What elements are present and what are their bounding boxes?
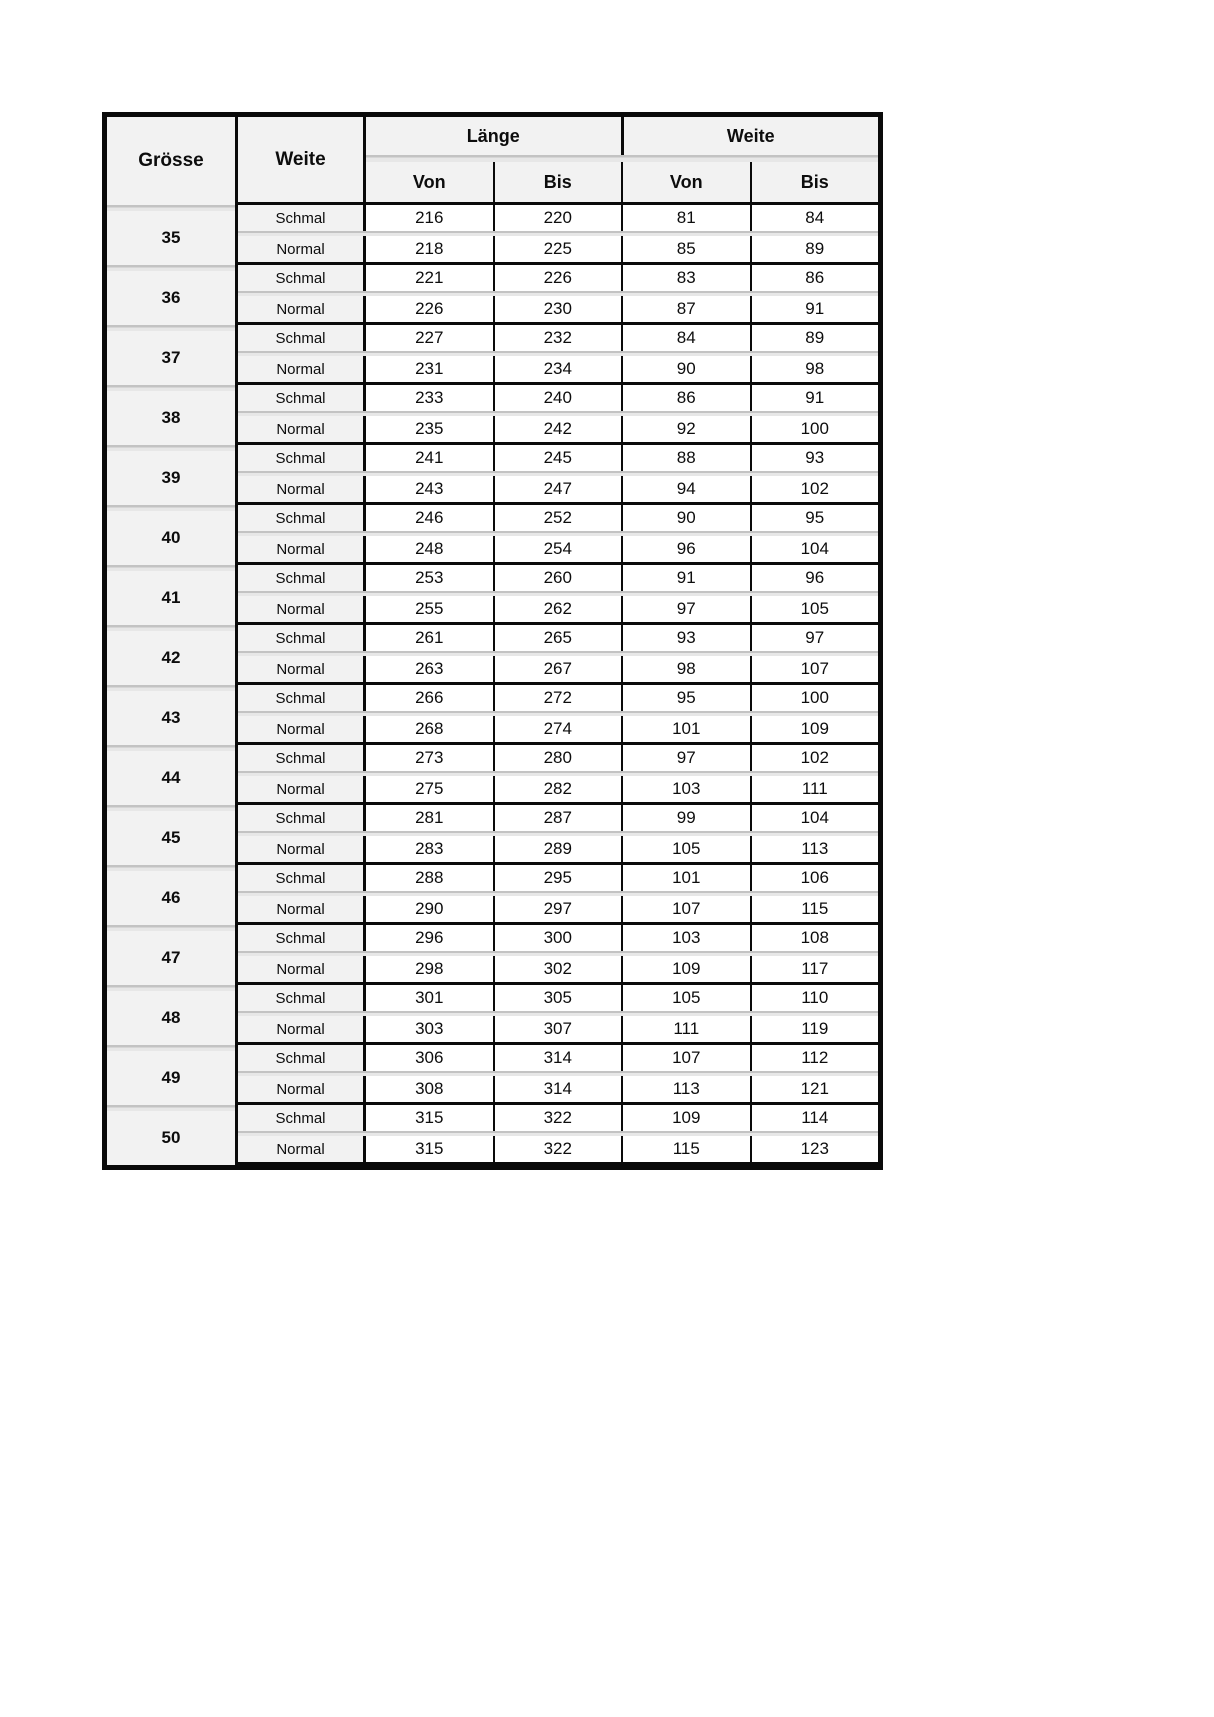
laenge-bis-cell: 280	[495, 745, 624, 771]
weite-von-cell: 98	[623, 656, 752, 682]
table-row	[238, 956, 878, 982]
laenge-bis-cell: 297	[495, 896, 624, 922]
size-group	[238, 865, 878, 922]
weite-von-cell: 90	[623, 356, 752, 382]
laenge-von-cell: 248	[366, 536, 495, 562]
laenge-bis-cell: 242	[495, 416, 624, 442]
width-label-cell: Schmal	[238, 1045, 366, 1071]
laenge-von-cell: 231	[366, 356, 495, 382]
size-column	[107, 117, 238, 1165]
table-row	[238, 596, 878, 622]
size-group	[238, 985, 878, 1042]
laenge-bis-cell: 289	[495, 836, 624, 862]
width-label-cell: Schmal	[238, 445, 366, 471]
size-group	[238, 805, 878, 862]
laenge-von-cell: 315	[366, 1136, 495, 1162]
weite-von-cell: 95	[623, 685, 752, 711]
width-label-cell: Normal	[238, 416, 366, 442]
width-label-cell: Normal	[238, 896, 366, 922]
weite-von-cell: 113	[623, 1076, 752, 1102]
laenge-von-cell: 268	[366, 716, 495, 742]
size-group	[238, 205, 878, 262]
laenge-bis-cell: 262	[495, 596, 624, 622]
size-group	[238, 1105, 878, 1162]
weite-von-cell: 93	[623, 625, 752, 651]
table-row	[238, 685, 878, 711]
size-group	[238, 1045, 878, 1102]
laenge-von-cell: 275	[366, 776, 495, 802]
table-row	[238, 416, 878, 442]
weite-bis-cell: 98	[752, 356, 879, 382]
subheader-cell: Bis	[752, 162, 879, 202]
size-group	[238, 325, 878, 382]
laenge-von-cell: 227	[366, 325, 495, 351]
laenge-bis-cell: 314	[495, 1076, 624, 1102]
weite-bis-cell: 121	[752, 1076, 879, 1102]
laenge-bis-cell: 322	[495, 1136, 624, 1162]
width-label-cell: Schmal	[238, 625, 366, 651]
weite-von-cell: 103	[623, 776, 752, 802]
width-label-cell: Normal	[238, 776, 366, 802]
laenge-von-cell: 253	[366, 565, 495, 591]
laenge-bis-cell: 232	[495, 325, 624, 351]
weite-bis-cell: 86	[752, 265, 879, 291]
laenge-von-cell: 216	[366, 205, 495, 231]
weite-bis-cell: 102	[752, 476, 879, 502]
header-separator-band	[366, 155, 878, 162]
header-weite-group: Weite	[624, 117, 879, 155]
laenge-bis-cell: 287	[495, 805, 624, 831]
weite-von-cell: 84	[623, 325, 752, 351]
weite-bis-cell: 106	[752, 865, 879, 891]
weite-bis-cell: 111	[752, 776, 879, 802]
width-label-cell: Schmal	[238, 565, 366, 591]
weite-von-cell: 94	[623, 476, 752, 502]
weite-von-cell: 97	[623, 596, 752, 622]
size-group	[238, 265, 878, 322]
table-right-section	[238, 117, 878, 1165]
laenge-bis-cell: 300	[495, 925, 624, 951]
width-label-cell: Normal	[238, 476, 366, 502]
size-cell: 41	[107, 571, 235, 625]
laenge-von-cell: 283	[366, 836, 495, 862]
table-row	[238, 565, 878, 591]
laenge-von-cell: 235	[366, 416, 495, 442]
width-label-cell: Normal	[238, 1136, 366, 1162]
size-group	[238, 625, 878, 682]
width-label-cell: Schmal	[238, 865, 366, 891]
weite-von-cell: 99	[623, 805, 752, 831]
size-group	[238, 925, 878, 982]
weite-von-cell: 83	[623, 265, 752, 291]
table-row	[238, 236, 878, 262]
laenge-bis-cell: 260	[495, 565, 624, 591]
laenge-von-cell: 315	[366, 1105, 495, 1131]
laenge-bis-cell: 302	[495, 956, 624, 982]
table-row	[238, 1016, 878, 1042]
laenge-von-cell: 306	[366, 1045, 495, 1071]
weite-von-cell: 97	[623, 745, 752, 771]
weite-von-cell: 91	[623, 565, 752, 591]
laenge-bis-cell: 307	[495, 1016, 624, 1042]
header-laenge-group: Länge	[366, 117, 624, 155]
laenge-bis-cell: 240	[495, 385, 624, 411]
size-cell: 43	[107, 691, 235, 745]
laenge-von-cell: 241	[366, 445, 495, 471]
table-row	[238, 745, 878, 771]
size-cell: 37	[107, 331, 235, 385]
table-row	[238, 985, 878, 1011]
weite-bis-cell: 89	[752, 236, 879, 262]
size-cell: 48	[107, 991, 235, 1045]
width-label-cell: Schmal	[238, 505, 366, 531]
laenge-bis-cell: 220	[495, 205, 624, 231]
width-label-cell: Schmal	[238, 985, 366, 1011]
width-label-cell: Schmal	[238, 745, 366, 771]
width-label-cell: Schmal	[238, 925, 366, 951]
weite-von-cell: 90	[623, 505, 752, 531]
shoe-size-table	[102, 112, 883, 1170]
weite-bis-cell: 102	[752, 745, 879, 771]
table-row	[238, 1136, 878, 1162]
width-label-cell: Schmal	[238, 205, 366, 231]
laenge-bis-cell: 245	[495, 445, 624, 471]
laenge-bis-cell: 267	[495, 656, 624, 682]
table-row	[238, 385, 878, 411]
size-group	[238, 565, 878, 622]
size-group	[238, 745, 878, 802]
width-label-cell: Schmal	[238, 385, 366, 411]
width-label-cell: Normal	[238, 236, 366, 262]
width-label-cell: Normal	[238, 296, 366, 322]
weite-von-cell: 85	[623, 236, 752, 262]
weite-bis-cell: 100	[752, 685, 879, 711]
size-cell: 45	[107, 811, 235, 865]
width-label-cell: Normal	[238, 1016, 366, 1042]
table-row	[238, 776, 878, 802]
table-row	[238, 1105, 878, 1131]
table-row	[238, 925, 878, 951]
weite-von-cell: 92	[623, 416, 752, 442]
laenge-von-cell: 218	[366, 236, 495, 262]
weite-bis-cell: 91	[752, 385, 879, 411]
table-body	[238, 205, 878, 1165]
table-row	[238, 296, 878, 322]
laenge-von-cell: 281	[366, 805, 495, 831]
weite-von-cell: 88	[623, 445, 752, 471]
laenge-von-cell: 298	[366, 956, 495, 982]
width-label-cell: Schmal	[238, 1105, 366, 1131]
laenge-von-cell: 246	[366, 505, 495, 531]
size-cell: 39	[107, 451, 235, 505]
weite-von-cell: 109	[623, 1105, 752, 1131]
laenge-von-cell: 288	[366, 865, 495, 891]
width-label-cell: Normal	[238, 716, 366, 742]
header-grosse: Grösse	[107, 117, 235, 205]
size-cell: 40	[107, 511, 235, 565]
laenge-von-cell: 266	[366, 685, 495, 711]
laenge-von-cell: 303	[366, 1016, 495, 1042]
weite-bis-cell: 100	[752, 416, 879, 442]
laenge-von-cell: 255	[366, 596, 495, 622]
weite-von-cell: 107	[623, 1045, 752, 1071]
table-row	[238, 476, 878, 502]
weite-von-cell: 101	[623, 716, 752, 742]
weite-bis-cell: 96	[752, 565, 879, 591]
weite-von-cell: 81	[623, 205, 752, 231]
width-label-cell: Normal	[238, 536, 366, 562]
laenge-von-cell: 233	[366, 385, 495, 411]
weite-von-cell: 101	[623, 865, 752, 891]
size-cell: 38	[107, 391, 235, 445]
table-row	[238, 205, 878, 231]
header-weite: Weite	[238, 117, 366, 202]
weite-von-cell: 86	[623, 385, 752, 411]
laenge-von-cell: 226	[366, 296, 495, 322]
weite-von-cell: 96	[623, 536, 752, 562]
laenge-bis-cell: 234	[495, 356, 624, 382]
weite-bis-cell: 97	[752, 625, 879, 651]
width-label-cell: Schmal	[238, 265, 366, 291]
width-label-cell: Normal	[238, 836, 366, 862]
table-row	[238, 896, 878, 922]
laenge-bis-cell: 314	[495, 1045, 624, 1071]
weite-von-cell: 105	[623, 985, 752, 1011]
laenge-von-cell: 263	[366, 656, 495, 682]
weite-bis-cell: 123	[752, 1136, 879, 1162]
laenge-bis-cell: 247	[495, 476, 624, 502]
laenge-bis-cell: 274	[495, 716, 624, 742]
laenge-bis-cell: 305	[495, 985, 624, 1011]
laenge-von-cell: 290	[366, 896, 495, 922]
subheader-row	[366, 162, 878, 202]
weite-bis-cell: 95	[752, 505, 879, 531]
laenge-bis-cell: 254	[495, 536, 624, 562]
laenge-bis-cell: 225	[495, 236, 624, 262]
laenge-von-cell: 296	[366, 925, 495, 951]
table-row	[238, 716, 878, 742]
laenge-bis-cell: 230	[495, 296, 624, 322]
weite-von-cell: 109	[623, 956, 752, 982]
laenge-von-cell: 261	[366, 625, 495, 651]
width-label-cell: Normal	[238, 596, 366, 622]
size-cell: 36	[107, 271, 235, 325]
laenge-bis-cell: 295	[495, 865, 624, 891]
weite-von-cell: 111	[623, 1016, 752, 1042]
laenge-von-cell: 243	[366, 476, 495, 502]
laenge-von-cell: 301	[366, 985, 495, 1011]
laenge-bis-cell: 272	[495, 685, 624, 711]
table-row	[238, 445, 878, 471]
table-row	[238, 356, 878, 382]
size-cell: 49	[107, 1051, 235, 1105]
size-group	[238, 685, 878, 742]
weite-von-cell: 105	[623, 836, 752, 862]
weite-von-cell: 87	[623, 296, 752, 322]
laenge-bis-cell: 322	[495, 1105, 624, 1131]
weite-bis-cell: 115	[752, 896, 879, 922]
laenge-von-cell: 308	[366, 1076, 495, 1102]
table-row	[238, 865, 878, 891]
width-label-cell: Schmal	[238, 685, 366, 711]
group-separator-line	[238, 1162, 878, 1165]
weite-bis-cell: 108	[752, 925, 879, 951]
table-row	[238, 805, 878, 831]
table-row	[238, 656, 878, 682]
laenge-von-cell: 273	[366, 745, 495, 771]
width-label-cell: Schmal	[238, 805, 366, 831]
header-measure-section	[366, 117, 878, 202]
laenge-bis-cell: 252	[495, 505, 624, 531]
header-group-row	[366, 117, 878, 155]
weite-bis-cell: 109	[752, 716, 879, 742]
laenge-bis-cell: 265	[495, 625, 624, 651]
table-row	[238, 836, 878, 862]
weite-bis-cell: 89	[752, 325, 879, 351]
table-header	[238, 117, 878, 202]
size-cell: 46	[107, 871, 235, 925]
weite-bis-cell: 91	[752, 296, 879, 322]
subheader-cell: Bis	[495, 162, 624, 202]
table-row	[238, 1076, 878, 1102]
size-cell: 50	[107, 1111, 235, 1165]
subheader-cell: Von	[366, 162, 495, 202]
width-label-cell: Normal	[238, 956, 366, 982]
laenge-bis-cell: 282	[495, 776, 624, 802]
width-label-cell: Normal	[238, 656, 366, 682]
weite-von-cell: 115	[623, 1136, 752, 1162]
weite-bis-cell: 112	[752, 1045, 879, 1071]
size-cell: 47	[107, 931, 235, 985]
weite-bis-cell: 93	[752, 445, 879, 471]
weite-bis-cell: 105	[752, 596, 879, 622]
weite-bis-cell: 113	[752, 836, 879, 862]
table-row	[238, 505, 878, 531]
table-row	[238, 1045, 878, 1071]
weite-von-cell: 103	[623, 925, 752, 951]
weite-bis-cell: 104	[752, 536, 879, 562]
table-row	[238, 625, 878, 651]
weite-bis-cell: 110	[752, 985, 879, 1011]
size-cell: 44	[107, 751, 235, 805]
weite-bis-cell: 114	[752, 1105, 879, 1131]
weite-bis-cell: 107	[752, 656, 879, 682]
width-label-cell: Normal	[238, 356, 366, 382]
size-group	[238, 505, 878, 562]
weite-bis-cell: 104	[752, 805, 879, 831]
laenge-von-cell: 221	[366, 265, 495, 291]
laenge-bis-cell: 226	[495, 265, 624, 291]
table-row	[238, 265, 878, 291]
table-row	[238, 536, 878, 562]
size-group	[238, 385, 878, 442]
weite-bis-cell: 119	[752, 1016, 879, 1042]
weite-bis-cell: 84	[752, 205, 879, 231]
table-row	[238, 325, 878, 351]
size-group	[238, 445, 878, 502]
size-cell: 35	[107, 211, 235, 265]
weite-bis-cell: 117	[752, 956, 879, 982]
width-label-cell: Schmal	[238, 325, 366, 351]
width-label-cell: Normal	[238, 1076, 366, 1102]
size-cell: 42	[107, 631, 235, 685]
weite-von-cell: 107	[623, 896, 752, 922]
subheader-cell: Von	[623, 162, 752, 202]
